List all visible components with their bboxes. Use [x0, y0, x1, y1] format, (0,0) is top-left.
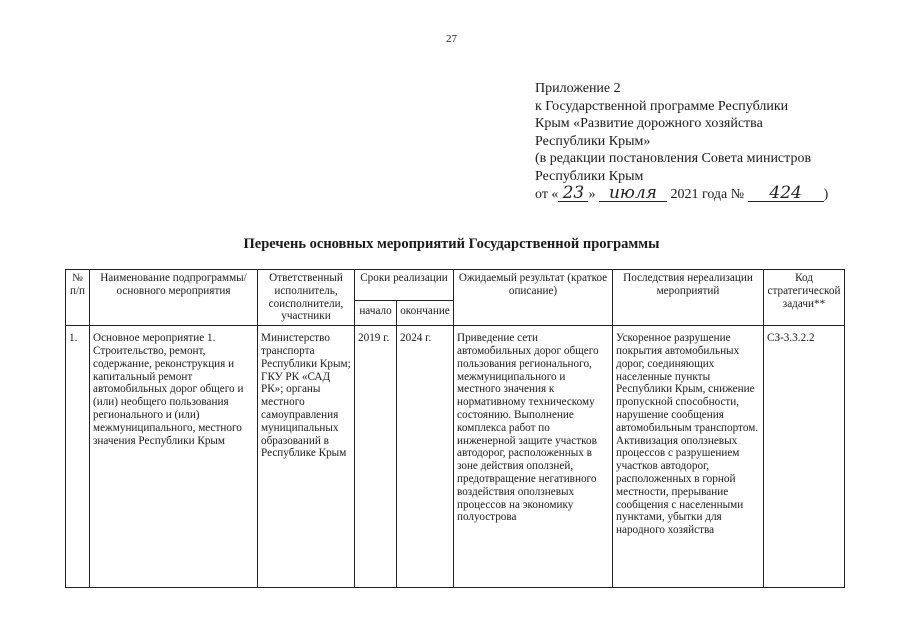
- appendix-line: Крым «Развитие дорожного хозяйства: [535, 116, 763, 132]
- decree-date-line: [535, 182, 875, 204]
- header-terms: Сроки реализации: [355, 270, 454, 301]
- cell-consequences: Ускоренное разрушение покрытия автомобильных дорог, соединяющих населенные пункты Республики Крым, снижение пропускной способности, нарушение сообщения автомобильным транспортом. Активизация оползневых процессов с разрушением участков автодорог, расположенных в горной местности, прерывание сообщения с населенными пунктами, убытки для народного хозяйства: [613, 326, 764, 588]
- appendix-line: (в редакции постановления Совета министров: [535, 151, 812, 167]
- header-end: окончание: [397, 301, 454, 326]
- header-name: Наименование подпрограммы/основного мероприятия: [90, 270, 258, 326]
- appendix-line: Приложение 2: [535, 81, 621, 96]
- appendix-line: Республики Крым»: [535, 133, 651, 149]
- appendix-block: [535, 80, 875, 203]
- header-row: [66, 270, 845, 301]
- document-title: Перечень основных мероприятий Государственной программы: [243, 236, 660, 252]
- appendix-line: Республики Крым: [535, 168, 644, 184]
- table-row: [66, 326, 845, 588]
- cell-start: 2019 г.: [355, 326, 397, 588]
- measures-table: [65, 269, 845, 588]
- date-day-close: »: [588, 186, 596, 202]
- cell-result: Приведение сети автомобильных дорог общего пользования регионального, межмуниципального и местного значения к нормативному техническому состоянию. Выполнение комплекса работ по инженерной защите участков автодорог, расположенных в зоне действия оползней, предотвращение негативного воздействия оползневых процессов на экономику полуострова: [454, 326, 613, 588]
- handwritten-day: 23: [558, 186, 588, 202]
- cell-num: 1.: [66, 326, 90, 588]
- cell-end: 2024 г.: [397, 326, 454, 588]
- cell-code: СЗ-3.3.2.2: [764, 326, 845, 588]
- date-prefix: от «: [535, 186, 559, 202]
- header-code: Код стратегической задачи**: [764, 270, 845, 326]
- header-consequences: Последствия нереализации мероприятий: [613, 270, 764, 326]
- handwritten-decree-number: 424: [748, 186, 824, 202]
- page-number: 27: [446, 33, 457, 45]
- handwritten-month: июля: [599, 186, 667, 202]
- cell-responsible: Министерство транспорта Республики Крым; ГКУ РК «САД РК»; органы местного самоуправления муниципальных образований в Республике Крым: [258, 326, 355, 588]
- header-responsible: Ответственный исполнитель, соисполнители, участники: [258, 270, 355, 326]
- header-start: начало: [355, 301, 397, 326]
- cell-name: Основное мероприятие 1. Строительство, ремонт, содержание, реконструкция и капитальный ремонт автомобильных дорог общего и (или) необщего пользования регионального и (или) межмуниципального, местного значения Республики Крым: [90, 326, 258, 588]
- header-num: № п/п: [66, 270, 90, 326]
- header-result: Ожидаемый результат (краткое описание): [454, 270, 613, 326]
- year-text: 2021 года №: [670, 186, 745, 202]
- appendix-line: к Государственной программе Республики: [535, 98, 789, 114]
- close-paren: ): [823, 186, 829, 202]
